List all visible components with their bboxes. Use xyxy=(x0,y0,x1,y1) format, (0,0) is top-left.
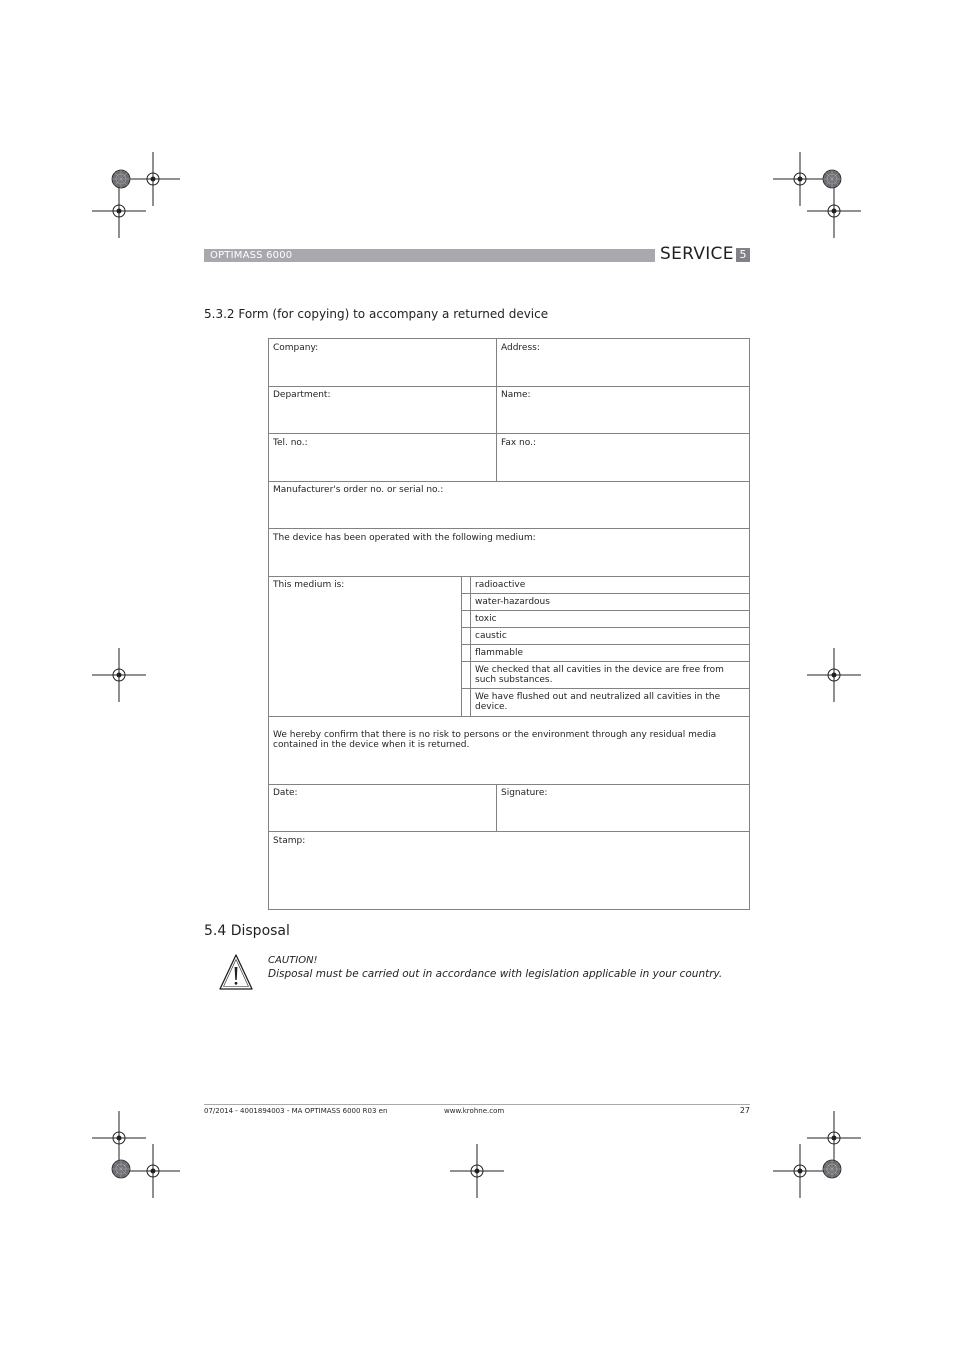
registration-crosshair-icon xyxy=(126,152,180,206)
registration-disc-icon xyxy=(112,1160,130,1178)
option-cavities-flushed[interactable]: We have flushed out and neutralized all cavities in the device. xyxy=(475,692,721,712)
return-device-form xyxy=(268,338,750,910)
caution-title: CAUTION! xyxy=(268,955,318,966)
confirmation-statement: We hereby confirm that there is no risk to persons or the environment through any residual media contained in the device when it is returned. xyxy=(273,730,717,750)
option-caustic[interactable]: caustic xyxy=(475,631,507,641)
company-field[interactable]: Company: xyxy=(273,343,319,353)
registration-crosshair-icon xyxy=(92,648,146,702)
registration-disc-icon xyxy=(823,1160,841,1178)
registration-crosshair-icon xyxy=(92,184,146,238)
registration-crosshair-icon xyxy=(450,1144,504,1198)
registration-crosshair-icon xyxy=(773,152,827,206)
header-chapter-number: 5 xyxy=(736,248,750,262)
name-field[interactable]: Name: xyxy=(501,390,531,400)
registration-crosshair-icon xyxy=(92,1111,146,1165)
option-cavities-checked[interactable]: We checked that all cavities in the device are free from such substances. xyxy=(475,665,724,685)
option-water-hazardous[interactable]: water-hazardous xyxy=(475,597,550,607)
option-toxic[interactable]: toxic xyxy=(475,614,497,624)
footer-website[interactable]: www.krohne.com xyxy=(444,1107,505,1115)
department-field[interactable]: Department: xyxy=(273,390,331,400)
address-field[interactable]: Address: xyxy=(501,343,540,353)
medium-field[interactable]: The device has been operated with the following medium: xyxy=(273,533,536,543)
order-serial-field[interactable]: Manufacturer's order no. or serial no.: xyxy=(273,485,444,495)
stamp-field[interactable]: Stamp: xyxy=(273,836,306,846)
medium-is-label: This medium is: xyxy=(273,580,345,590)
registration-crosshair-icon xyxy=(807,184,861,238)
footer-document-id: 07/2014 - 4001894003 - MA OPTIMASS 6000 R03 en xyxy=(204,1107,388,1115)
header-chapter-title: SERVICE xyxy=(660,244,734,264)
section-heading-disposal: 5.4 Disposal xyxy=(204,923,290,939)
option-flammable[interactable]: flammable xyxy=(475,648,523,658)
registration-crosshair-icon xyxy=(773,1144,827,1198)
tel-field[interactable]: Tel. no.: xyxy=(273,438,308,448)
section-heading-return-form: 5.3.2 Form (for copying) to accompany a returned device xyxy=(204,307,549,321)
registration-disc-icon xyxy=(823,170,841,188)
footer-divider xyxy=(204,1104,750,1105)
signature-field[interactable]: Signature: xyxy=(501,788,548,798)
registration-crosshair-icon xyxy=(807,1111,861,1165)
footer-page-number: 27 xyxy=(739,1106,750,1115)
fax-field[interactable]: Fax no.: xyxy=(501,438,536,448)
registration-disc-icon xyxy=(112,170,130,188)
warning-triangle-icon xyxy=(218,953,254,991)
date-field[interactable]: Date: xyxy=(273,788,298,798)
caution-text: Disposal must be carried out in accordance with legislation applicable in your country. xyxy=(268,968,723,980)
option-radioactive[interactable]: radioactive xyxy=(475,580,526,590)
registration-crosshair-icon xyxy=(126,1144,180,1198)
header-product: OPTIMASS 6000 xyxy=(210,250,293,261)
registration-crosshair-icon xyxy=(807,648,861,702)
